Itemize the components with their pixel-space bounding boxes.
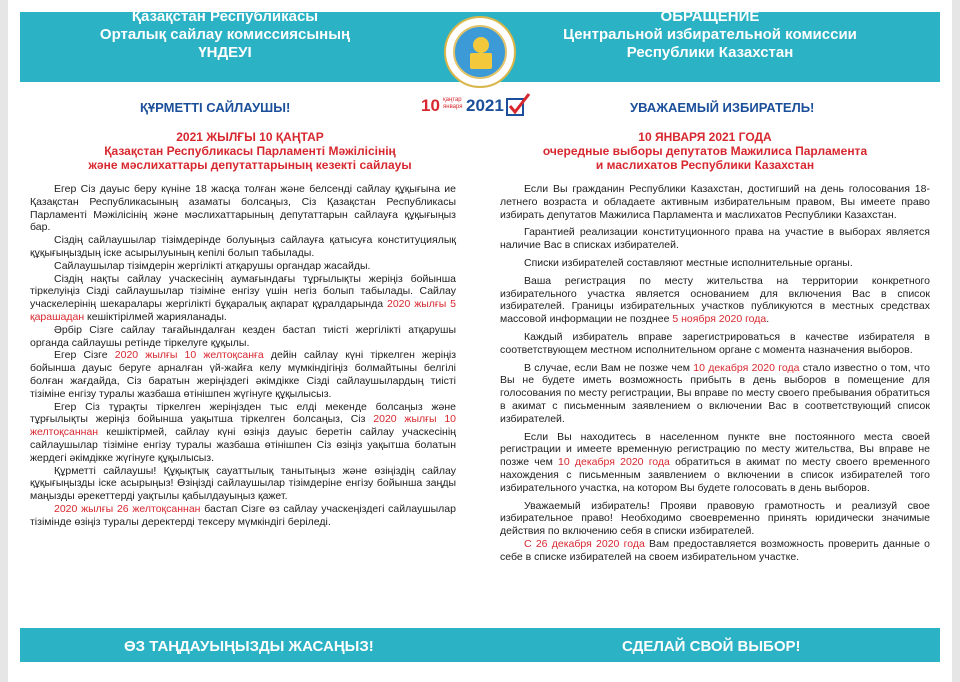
kz-body: [30, 183, 456, 529]
election-month: [443, 97, 463, 111]
kz-p6-text-b: дейін сайлау күні тіркелген жеріңіз бойынша дауыс беруге арналған үй-жайға келу мүмкіндігіңіз болмайтыны белгілі болған жағдайда, Сіз баратын жеріңіздегі әкімдікке Сізді сайлаушылардың тиісті тізіміне енгізу туралы жазбаша өтінішпен жүгінуге құқылысыз.: [30, 349, 457, 400]
election-day: 10: [421, 96, 440, 115]
ru-heading: [495, 130, 915, 172]
ru-heading-line-3: и маслихатов Республики Казахстан: [595, 158, 815, 172]
kz-paragraph-8: Құрметті сайлаушы! Құқықтық сауаттылық танытыңыз және өзіңіздің сайлау құқығыңызды іске асырыңыз! Өзіңізді сайлаушылар тізімдеріне енгізу бойынша заңды маңызды әрекеттерді уақтылы қабылдауыңыз қажет.: [30, 464, 456, 503]
kz-paragraph-1: Егер Сіз дауыс беру күніне 18 жасқа толған және белсенді сайлау құқығына ие Қазақстан Республикасының азаматы болсаңыз, Сіз Қазақстан Республикасы Парламенті Мәжілісінің және мәслихаттарының депутаттарын сайлауға құқығыңыз бар.: [30, 183, 456, 234]
election-date-logo: [421, 92, 531, 118]
footer-slogan-ru: СДЕЛАЙ СВОЙ ВЫБОР!: [622, 638, 801, 655]
kz-p9-date: 2020 жылғы 26 желтоқсаннан: [54, 502, 201, 515]
ru-paragraph-2: Гарантией реализации конституционного права на участие в выборах является наличие Вас в списках избирателей.: [500, 226, 930, 252]
kz-p6-text-a: Егер Сізге: [54, 349, 115, 362]
header-right-line-3: Республики Казахстан: [626, 44, 794, 61]
ru-p6-date: 10 декабря 2020 года: [693, 361, 800, 374]
ru-p9-date: С 26 декабря 2020 года: [524, 537, 645, 550]
header-left-line-2: Орталық сайлау комиссиясының: [99, 26, 351, 43]
kz-paragraph-3: Сайлаушылар тізімдерін жергілікті атқарушы органдар жасайды.: [54, 259, 371, 272]
ru-paragraph-7: [500, 431, 930, 495]
ru-p6-text-b: стало известно о том, что Вы не будете иметь возможность прибыть в день выборов в помещение для голосования по месту регистрации, Вы вправе по месту своего пребывания обратиться в акимат с письменным заявлением о включении Вас в соответствующий список избирателей.: [500, 361, 930, 425]
ru-p9-text-b: Вам предоставляется возможность проверить данные о себе в списке избирателей на своем избирательном участке.: [500, 537, 930, 563]
header-right-line-1: ОБРАЩЕНИЕ: [660, 8, 760, 25]
checkbox-check-icon: [505, 92, 531, 118]
kz-heading-line-2: Қазақстан Республикасы Парламенті Мәжілісінің: [104, 144, 396, 158]
kz-p4-date: 2020 жылғы 5 қарашадан: [30, 298, 456, 323]
kz-heading-line-1: 2021 ЖЫЛҒЫ 10 ҚАҢТАР: [176, 130, 324, 144]
kz-p4-text-a: Сіздің нақты сайлау учаскесінің аумағындағы тұрғылықты жеріңіз бойынша тіркелуіңіз Сізді сайлаушылар тізіміне енгізу үшін негіз болып табылады. Сайлау учаскелерінің шекаралары жергілікті бұқаралық ақпарат құралдарында: [30, 272, 456, 311]
header-right-line-2: Центральной избирательной комиссии: [563, 26, 857, 43]
election-commission-emblem: [444, 16, 516, 88]
ru-paragraph-3: Списки избирателей составляют местные исполнительные органы.: [524, 256, 853, 269]
kz-p6-date: 2020 жылғы 10 желтоқсанға: [114, 349, 264, 362]
kz-paragraph-7: [30, 401, 456, 465]
kz-heading-line-3: және мәслихаттары депутаттарының кезекті сайлауы: [88, 158, 412, 172]
election-year: 2021: [466, 96, 504, 115]
kz-heading: [40, 130, 460, 172]
kz-p9-text-b: бастап Сізге өз сайлау учаскеңіздегі сайлаушылар тізімінде өзіңіз туралы деректерді тексеру мүмкіндігі беріледі.: [30, 502, 456, 528]
ru-heading-line-2: очередные выборы депутатов Мажилиса Парламента: [542, 144, 868, 158]
kz-paragraph-2: Сіздің сайлаушылар тізімдерінде болуыңыз сайлауға қатысуға конституциялық құқығыңыздың іске асырылуының кепілі болып табылады.: [30, 234, 456, 259]
kz-paragraph-5: Әрбір Сізге сайлау тағайындалған кезден бастап тиісті жергілікті атқарушы органда сайлаушы ретінде тіркелуге құқылы.: [30, 323, 456, 349]
kz-p7-date: 2020 жылғы 10 желтоқсаннан: [30, 413, 456, 439]
emblem-inner-icon: [453, 25, 507, 79]
greeting-ru: УВАЖАЕМЫЙ ИЗБИРАТЕЛЬ!: [630, 100, 815, 115]
ru-p4-date: 5 ноября 2020 года: [672, 313, 767, 326]
greeting-kz: ҚҰРМЕТТІ САЙЛАУШЫ!: [140, 100, 291, 115]
ru-p7-text-a: Если Вы находитесь в населенном пункте вне постоянного места своей регистрации и имеете временную регистрацию по месту жительства, Вы вправе не позже чем: [500, 430, 930, 469]
election-month-kz: қаңтар: [443, 97, 462, 103]
election-month-ru: января: [443, 104, 463, 110]
ru-paragraph-5: Каждый избиратель вправе зарегистрироваться в качестве избирателя в соответствующем местном исполнительном органе с момента назначения выборов.: [500, 330, 930, 356]
ru-paragraph-8: Уважаемый избиратель! Прояви правовую грамотность и реализуй свое избирательное право! Необходимо своевременно принять юридически значимые действия по включению себя в списки избирателей.: [500, 499, 930, 538]
kz-p4-text-b: кешіктірілмей жарияланады.: [84, 310, 227, 323]
ru-p4-text-b: .: [766, 313, 770, 326]
header-left-line-3: ҮНДЕУІ: [198, 44, 252, 61]
header-left-title: [60, 8, 390, 62]
kz-p7-text-a: Егер Сіз тұрақты тіркелген жеріңізден тыс елді мекенде болсаңыз және тұрғылықты жеріңіз бойынша уақытша тіркелген болсаңыз, Сіз: [30, 400, 456, 426]
kz-paragraph-9: [30, 503, 456, 529]
ru-body: [500, 183, 930, 564]
ru-paragraph-9: [500, 538, 930, 564]
ru-paragraph-4: [500, 275, 930, 326]
emblem-sun-icon: [473, 37, 489, 53]
ru-p6-text-a: В случае, если Вам не позже чем: [524, 361, 694, 374]
ru-heading-line-1: 10 ЯНВАРЯ 2021 ГОДА: [638, 130, 772, 144]
ru-p7-date: 10 декабря 2020 года: [558, 456, 670, 469]
ru-paragraph-1: Если Вы гражданин Республики Казахстан, достигший на день голосования 18-летнего возраста и обладаете активным избирательным правом, Вы имеете право избирать депутатов Мажилиса Парламента и маслихатов Республики Казахстан.: [500, 183, 930, 221]
ru-p7-text-b: обратиться в акимат по месту своего временного нахождения с письменным заявлением о включении в список избирателей того избирательного участка, на котором Вы будете голосовать в день выборов.: [500, 456, 930, 494]
ru-paragraph-6: [500, 362, 930, 426]
kz-paragraph-4: [30, 273, 456, 324]
kz-p7-text-b: кешіктірмей, сайлау күні өзіңіз дауыс беретін сайлау учаскесінің сайлаушылар тізіміне енгізу туралы жазбаша өтінішпен Сіз өзіңіз уақытша болатын жердегі әкімдікке жүгінуге құқылысыз.: [30, 426, 456, 464]
footer-slogan-kz: ӨЗ ТАҢДАУЫҢЫЗДЫ ЖАСАҢЫЗ!: [124, 638, 374, 655]
header-right-title: [545, 8, 875, 62]
header-left-line-1: Қазақстан Республикасы: [131, 8, 319, 25]
emblem-ballot-icon: [470, 53, 492, 69]
kz-paragraph-6: [30, 349, 456, 400]
ru-p4-text-a: Ваша регистрация по месту жительства на территории конкретного избирательного участка является основанием для включения Вас в список избирателей. Границы избирательных участков публикуются в местных средствах массовой информации не позднее: [500, 274, 930, 326]
